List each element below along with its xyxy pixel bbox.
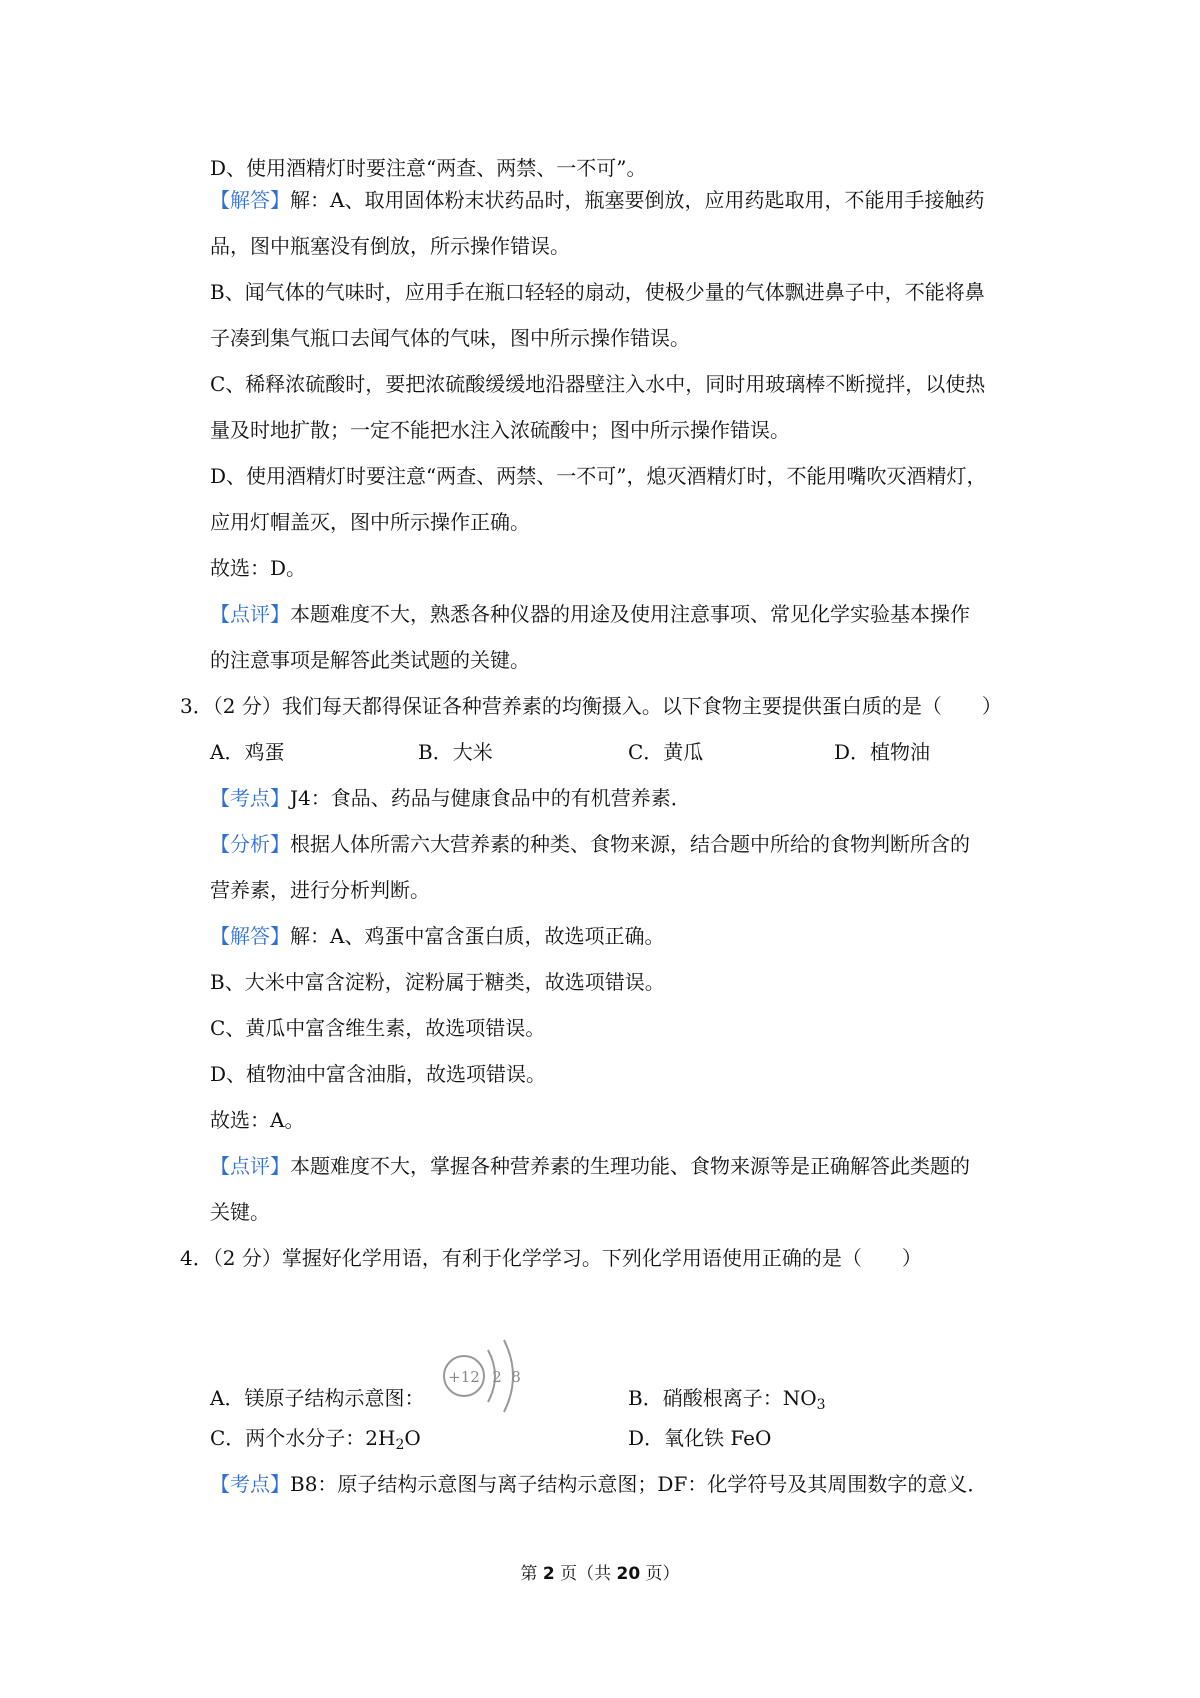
q3-point <box>210 784 691 812</box>
q2-choice: 故选：D。 <box>210 556 307 580</box>
point-text: J4：食品、药品与健康食品中的有机营养素． <box>290 786 691 810</box>
q3-option-a: A．鸡蛋 <box>210 740 285 764</box>
point-tag: 【考点】 <box>210 1472 290 1496</box>
review-tag: 【点评】 <box>210 602 290 626</box>
q3-choice: 故选：A。 <box>210 1108 305 1132</box>
magnesium-atom-diagram <box>440 1330 530 1420</box>
question-number: 4． <box>180 1246 213 1270</box>
q2-answer-b-line-1: B、闻气体的气味时，应用手在瓶口轻轻的扇动，使极少量的气体飘进鼻子中，不能将鼻 <box>210 280 985 304</box>
review-text: 本题难度不大，掌握各种营养素的生理功能、食物来源等是正确解答此类题的 <box>290 1154 970 1178</box>
option-b-text: B．硝酸根离子：NO <box>628 1386 817 1410</box>
q4-option-d: D．氧化铁 FeO <box>628 1426 772 1450</box>
q4-option-c <box>210 1424 421 1452</box>
analysis-text: 根据人体所需六大营养素的种类、食物来源，结合题中所给的食物判断所含的 <box>290 832 970 856</box>
option-b-subscript: 3 <box>816 1397 826 1413</box>
q3-answer-c: C、黄瓜中富含维生素，故选项错误。 <box>210 1016 546 1040</box>
answer-text: 解：A、取用固体粉末状药品时，瓶塞要倒放，应用药匙取用，不能用手接触药 <box>290 188 985 212</box>
q3-option-c: C．黄瓜 <box>628 740 704 764</box>
q2-review-line-2: 的注意事项是解答此类试题的关键。 <box>210 648 530 672</box>
review-tag: 【点评】 <box>210 1154 290 1178</box>
q4-stem <box>180 1244 922 1272</box>
question-text: （2 分）我们每天都得保证各种营养素的均衡摄入。以下食物主要提供蛋白质的是（ ） <box>212 694 1002 718</box>
footer-page-number: 2 <box>542 1564 555 1584</box>
q2-answer-b-line-2: 子凑到集气瓶口去闻气体的气味，图中所示操作错误。 <box>210 326 690 350</box>
footer-suffix: 页） <box>640 1564 680 1584</box>
q3-analysis-line-1 <box>210 830 970 858</box>
point-text: B8：原子结构示意图与离子结构示意图；DF：化学符号及其周围数字的意义． <box>290 1472 988 1496</box>
q3-answer-d: D、植物油中富含油脂，故选项错误。 <box>210 1062 547 1086</box>
question-text: （2 分）掌握好化学用语，有利于化学学习。下列化学用语使用正确的是（ ） <box>212 1246 922 1270</box>
q2-answer-c-line-1: C、稀释浓硫酸时，要把浓硫酸缓缓地沿器壁注入水中，同时用玻璃棒不断搅拌，以使热 <box>210 372 986 396</box>
q3-stem <box>180 692 1002 720</box>
answer-tag: 【解答】 <box>210 924 290 948</box>
answer-text: 解：A、鸡蛋中富含蛋白质，故选项正确。 <box>290 924 665 948</box>
q2-answer-d-line-2: 应用灯帽盖灭，图中所示操作正确。 <box>210 510 530 534</box>
atom-shell-2-label: 8 <box>511 1368 521 1386</box>
q3-analysis-line-2: 营养素，进行分析判断。 <box>210 878 430 902</box>
q2-answer-c-line-2: 量及时地扩散；一定不能把水注入浓硫酸中；图中所示操作错误。 <box>210 418 790 442</box>
footer-total-pages: 20 <box>616 1564 641 1584</box>
q4-option-a: A．镁原子结构示意图： <box>210 1386 425 1410</box>
footer-prefix: 第 <box>520 1564 543 1584</box>
question-number: 3． <box>180 694 213 718</box>
review-text: 本题难度不大，熟悉各种仪器的用途及使用注意事项、常见化学实验基本操作 <box>290 602 970 626</box>
answer-tag: 【解答】 <box>210 188 290 212</box>
q3-option-b: B．大米 <box>418 740 493 764</box>
q2-answer-line-1 <box>210 186 984 214</box>
q3-review-line-2: 关键。 <box>210 1200 270 1224</box>
q4-point <box>210 1470 987 1498</box>
atom-shell-1-label: 2 <box>492 1368 502 1386</box>
q3-answer-b: B、大米中富含淀粉，淀粉属于糖类，故选项错误。 <box>210 970 665 994</box>
q2-option-d: D、使用酒精灯时要注意“两查、两禁、一不可”。 <box>210 156 647 180</box>
point-tag: 【考点】 <box>210 786 290 810</box>
footer-middle: 页（共 <box>554 1564 617 1584</box>
option-c-suffix: O <box>404 1426 421 1450</box>
option-c-subscript: 2 <box>395 1437 405 1453</box>
q2-answer-line-2: 品，图中瓶塞没有倒放，所示操作错误。 <box>210 234 570 258</box>
atom-nucleus-label: +12 <box>448 1368 480 1386</box>
analysis-tag: 【分析】 <box>210 832 290 856</box>
page-footer <box>0 1562 1200 1586</box>
q3-option-d: D．植物油 <box>834 740 931 764</box>
q2-answer-d-line-1: D、使用酒精灯时要注意“两查、两禁、一不可”，熄灭酒精灯时，不能用嘴吹灭酒精灯， <box>210 464 987 488</box>
q2-review-line-1 <box>210 600 970 628</box>
option-c-text: C．两个水分子：2H <box>210 1426 396 1450</box>
q3-answer-a <box>210 922 664 950</box>
q4-option-b <box>628 1384 826 1412</box>
q3-review-line-1 <box>210 1152 970 1180</box>
